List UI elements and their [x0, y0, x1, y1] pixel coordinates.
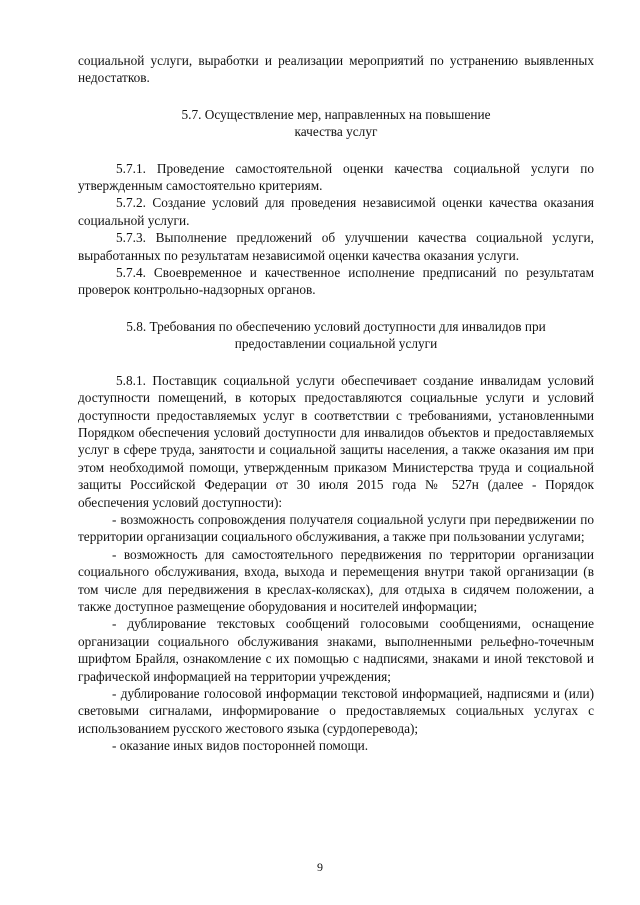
- paragraph-5-8-1: 5.8.1. Поставщик социальной услуги обеспечивает создание инвалидам условий доступности помещений, в которых предоставляются социальные услуги и условий доступности предоставляемых услуг в соответствии с требованиями, установленными Порядком обеспечения условий доступности для инвалидов объектов и предоставляемых услуг в сфере труда, занятости и социальной защиты населения, а также оказания им при этом необходимой помощи, утвержденным приказом Министерства труда и социальной защиты Российской Федерации от 30 июля 2015 года № 527н (далее - Порядок обеспечения условий доступности):: [78, 372, 594, 510]
- list-item-4: - дублирование голосовой информации текстовой информацией, надписями и (или) световыми сигналами, информирование о предоставляемых социальных услугах с использованием русского жестового языка (сурдоперевода);: [78, 686, 594, 736]
- list-item-1: - возможность сопровождения получателя социальной услуги при передвижении по территории организации социального обслуживания, а также при пользовании услугами;: [78, 511, 594, 545]
- list-item-2: - возможность для самостоятельного передвижения по территории организации социального обслуживания, входа, выхода и перемещения внутри такой организации (в том числе для передвижения в креслах-колясках), для отдыха в сидячем положении, а также доступное размещение оборудования и носителей информации;: [78, 546, 594, 614]
- section-heading-5-8-line1: 5.8. Требования по обеспечению условий доступности для инвалидов при: [126, 318, 546, 334]
- paragraph-5-7-1: 5.7.1. Проведение самостоятельной оценки качества социальной услуги по утвержденным самостоятельно критериям.: [78, 160, 594, 194]
- section-heading-5-7-line1: 5.7. Осуществление мер, направленных на повышение: [181, 106, 491, 122]
- list-item-3: - дублирование текстовых сообщений голосовыми сообщениями, оснащение организации социального обслуживания знаками, выполненными рельефно-точечным шрифтом Брайля, ознакомление с их помощью с надписями, знаками и иной текстовой и графической информацией на территории учреждения;: [78, 616, 594, 684]
- list-item-5: - оказание иных видов посторонней помощи.: [112, 738, 369, 754]
- section-heading-5-7-line2: качества услуг: [294, 124, 378, 140]
- paragraph-continuation: социальной услуги, выработки и реализации мероприятий по устранению выявленных недостатков.: [78, 53, 594, 86]
- section-heading-5-7: [78, 106, 594, 141]
- section-heading-5-8-line2: предоставлении социальной услуги: [234, 336, 438, 352]
- section-heading-5-8: [78, 318, 594, 353]
- page-number: 9: [317, 860, 323, 874]
- paragraph-5-7-2: 5.7.2. Создание условий для проведения независимой оценки качества оказания социальной услуги.: [78, 195, 594, 228]
- paragraph-5-7-3: 5.7.3. Выполнение предложений об улучшении качества социальной услуги, выработанных по результатам независимой оценки качества оказания услуги.: [78, 230, 594, 263]
- paragraph-5-7-4: 5.7.4. Своевременное и качественное исполнение предписаний по результатам проверок контрольно-надзорных органов.: [78, 265, 594, 298]
